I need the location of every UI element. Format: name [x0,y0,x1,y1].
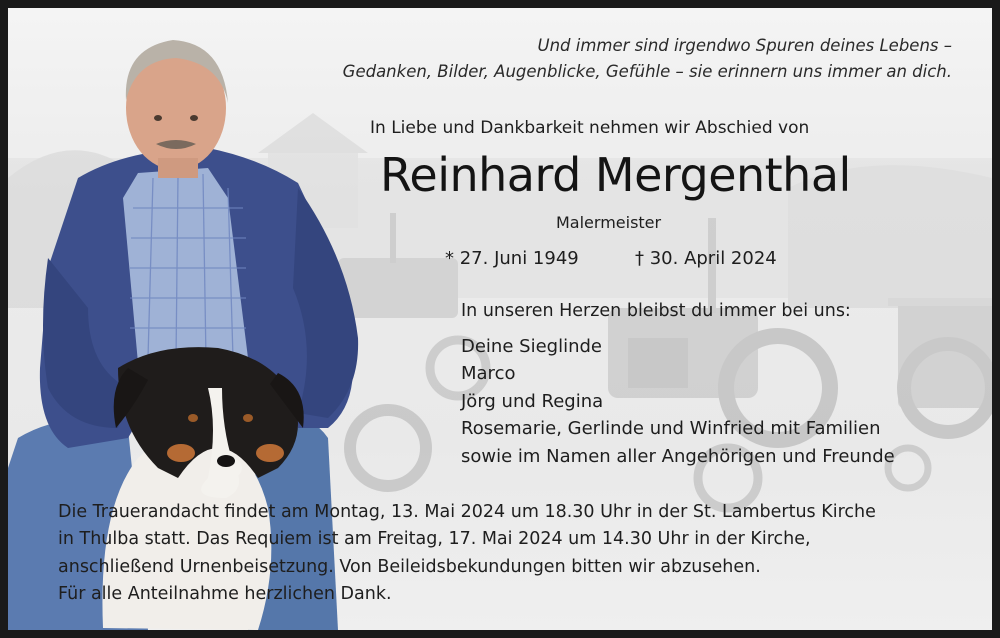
deceased-name: Reinhard Mergenthal [380,148,851,202]
deceased-profession: Malermeister [556,213,662,232]
death-date: † 30. April 2024 [635,248,777,269]
birth-date: * 27. Juni 1949 [445,248,579,269]
mourner-1: Deine Sieglinde [461,336,602,357]
obituary-card [8,8,992,630]
mourner-3: Jörg und Regina [461,391,604,412]
service-notice-line-2: in Thulba statt. Das Requiem ist am Freitag, 17. Mai 2024 um 14.30 Uhr in der Kirche, [58,529,811,549]
verse-line: In unseren Herzen bleibst du immer bei uns: [461,301,851,321]
service-notice-line-3: anschließend Urnenbeisetzung. Von Beileidsbekundungen bitten wir abzusehen. [58,557,761,577]
quote-line-2: Gedanken, Bilder, Augenblicke, Gefühle – sie erinnern uns immer an dich. [342,62,952,81]
service-notice-line-4: Für alle Anteilnahme herzlichen Dank. [58,584,392,604]
mourner-4: Rosemarie, Gerlinde und Winfried mit Familien [461,418,881,439]
farewell-intro: In Liebe und Dankbarkeit nehmen wir Abschied von [370,118,810,138]
quote-line-1: Und immer sind irgendwo Spuren deines Lebens – [537,36,952,55]
mourner-5: sowie im Namen aller Angehörigen und Freunde [461,446,895,467]
service-notice-line-1: Die Trauerandacht findet am Montag, 13. Mai 2024 um 18.30 Uhr in der St. Lambertus Kirche [58,502,876,522]
mourner-2: Marco [461,363,516,384]
